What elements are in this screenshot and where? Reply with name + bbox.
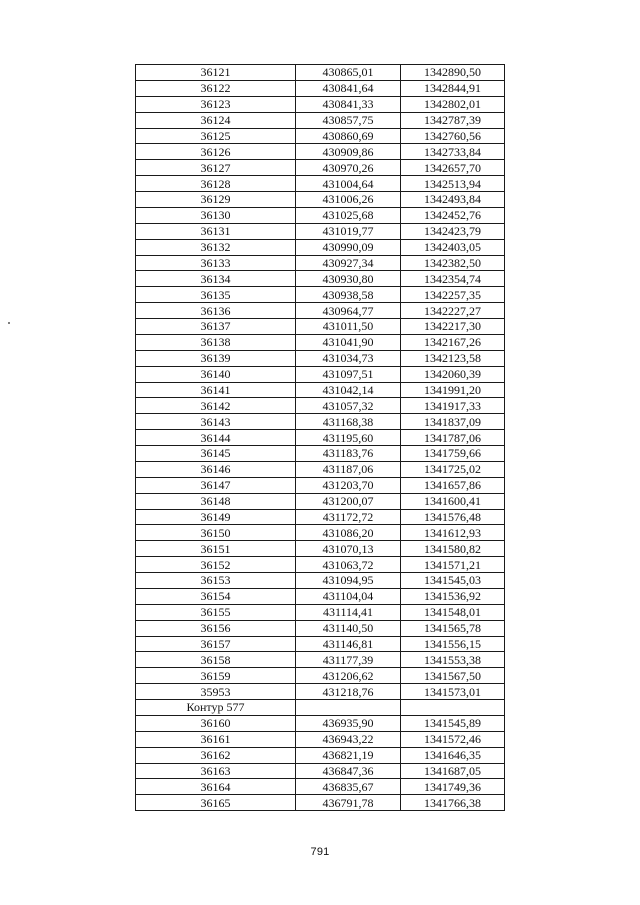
table-row (136, 763, 505, 779)
point-id-cell: 36132 (136, 239, 296, 255)
point-id-cell: 36127 (136, 160, 296, 176)
coordinates-table (135, 64, 505, 811)
table-row (136, 160, 505, 176)
table-row (136, 525, 505, 541)
x-coordinate-cell: 431057,32 (296, 398, 401, 414)
y-coordinate-cell: 1342167,26 (401, 334, 505, 350)
y-coordinate-cell: 1341567,50 (401, 668, 505, 684)
scan-speck (8, 322, 10, 324)
y-coordinate-cell: 1341580,82 (401, 541, 505, 557)
table-row (136, 795, 505, 811)
table-row (136, 65, 505, 81)
point-id-cell: 36126 (136, 144, 296, 160)
x-coordinate-cell: 431063,72 (296, 557, 401, 573)
x-coordinate-cell: 431086,20 (296, 525, 401, 541)
table-row (136, 223, 505, 239)
x-coordinate-cell: 431140,50 (296, 620, 401, 636)
y-coordinate-cell: 1342382,50 (401, 255, 505, 271)
point-id-cell: 36138 (136, 334, 296, 350)
point-id-cell: 36133 (136, 255, 296, 271)
y-coordinate-cell: 1342452,76 (401, 207, 505, 223)
x-coordinate-cell: 430909,86 (296, 144, 401, 160)
table-row (136, 620, 505, 636)
point-id-cell: 36135 (136, 287, 296, 303)
y-coordinate-cell: 1342227,27 (401, 303, 505, 319)
y-coordinate-cell: 1341571,21 (401, 557, 505, 573)
x-coordinate-cell: 430841,64 (296, 80, 401, 96)
x-coordinate-cell: 430964,77 (296, 303, 401, 319)
table-row (136, 255, 505, 271)
x-coordinate-cell: 431019,77 (296, 223, 401, 239)
table-row (136, 430, 505, 446)
table-row (136, 112, 505, 128)
y-coordinate-cell: 1342513,94 (401, 176, 505, 192)
x-coordinate-cell: 431187,06 (296, 461, 401, 477)
point-id-cell: 36122 (136, 80, 296, 96)
table-row (136, 239, 505, 255)
y-coordinate-cell: 1342890,50 (401, 65, 505, 81)
point-id-cell: Контур 577 (136, 700, 296, 716)
x-coordinate-cell: 431114,41 (296, 604, 401, 620)
x-coordinate-cell: 431070,13 (296, 541, 401, 557)
point-id-cell: 36158 (136, 652, 296, 668)
point-id-cell: 36163 (136, 763, 296, 779)
x-coordinate-cell: 431195,60 (296, 430, 401, 446)
table-row (136, 557, 505, 573)
y-coordinate-cell: 1341600,41 (401, 493, 505, 509)
x-coordinate-cell: 430938,58 (296, 287, 401, 303)
y-coordinate-cell: 1341556,15 (401, 636, 505, 652)
point-id-cell: 36124 (136, 112, 296, 128)
table-row (136, 636, 505, 652)
y-coordinate-cell: 1341759,66 (401, 446, 505, 462)
y-coordinate-cell: 1341545,89 (401, 715, 505, 731)
table-row (136, 382, 505, 398)
x-coordinate-cell: 436943,22 (296, 731, 401, 747)
point-id-cell: 36144 (136, 430, 296, 446)
y-coordinate-cell: 1342217,30 (401, 319, 505, 335)
x-coordinate-cell: 431094,95 (296, 573, 401, 589)
x-coordinate-cell: 436847,36 (296, 763, 401, 779)
table-row (136, 715, 505, 731)
x-coordinate-cell: 431218,76 (296, 684, 401, 700)
point-id-cell: 36128 (136, 176, 296, 192)
point-id-cell: 36147 (136, 477, 296, 493)
x-coordinate-cell: 431183,76 (296, 446, 401, 462)
point-id-cell: 36154 (136, 588, 296, 604)
x-coordinate-cell: 431006,26 (296, 192, 401, 208)
x-coordinate-cell: 431168,38 (296, 414, 401, 430)
y-coordinate-cell: 1341548,01 (401, 604, 505, 620)
table-row (136, 446, 505, 462)
y-coordinate-cell: 1341612,93 (401, 525, 505, 541)
table-row (136, 731, 505, 747)
y-coordinate-cell: 1342423,79 (401, 223, 505, 239)
point-id-cell: 36146 (136, 461, 296, 477)
y-coordinate-cell: 1342060,39 (401, 366, 505, 382)
table-row (136, 477, 505, 493)
table-row (136, 588, 505, 604)
page-number: 791 (310, 846, 330, 858)
x-coordinate-cell: 431172,72 (296, 509, 401, 525)
table-row (136, 128, 505, 144)
point-id-cell: 36151 (136, 541, 296, 557)
y-coordinate-cell: 1341749,36 (401, 779, 505, 795)
point-id-cell: 36130 (136, 207, 296, 223)
point-id-cell: 35953 (136, 684, 296, 700)
y-coordinate-cell: 1341553,38 (401, 652, 505, 668)
point-id-cell: 36141 (136, 382, 296, 398)
y-coordinate-cell: 1342257,35 (401, 287, 505, 303)
y-coordinate-cell: 1342787,39 (401, 112, 505, 128)
x-coordinate-cell: 431200,07 (296, 493, 401, 509)
x-coordinate-cell: 436821,19 (296, 747, 401, 763)
y-coordinate-cell: 1341536,92 (401, 588, 505, 604)
x-coordinate-cell: 431025,68 (296, 207, 401, 223)
point-id-cell: 36139 (136, 350, 296, 366)
table-row (136, 398, 505, 414)
y-coordinate-cell: 1341646,35 (401, 747, 505, 763)
point-id-cell: 36150 (136, 525, 296, 541)
point-id-cell: 36145 (136, 446, 296, 462)
table-row (136, 287, 505, 303)
point-id-cell: 36161 (136, 731, 296, 747)
table-row (136, 604, 505, 620)
table-row (136, 350, 505, 366)
table-row (136, 652, 505, 668)
table-row (136, 684, 505, 700)
x-coordinate-cell: 430857,75 (296, 112, 401, 128)
y-coordinate-cell: 1341837,09 (401, 414, 505, 430)
table-row (136, 461, 505, 477)
point-id-cell: 36121 (136, 65, 296, 81)
point-id-cell: 36156 (136, 620, 296, 636)
x-coordinate-cell: 430990,09 (296, 239, 401, 255)
table-row (136, 192, 505, 208)
table-row (136, 334, 505, 350)
y-coordinate-cell: 1342403,05 (401, 239, 505, 255)
y-coordinate-cell: 1341917,33 (401, 398, 505, 414)
table-row (136, 573, 505, 589)
point-id-cell: 36125 (136, 128, 296, 144)
point-id-cell: 36155 (136, 604, 296, 620)
y-coordinate-cell: 1341787,06 (401, 430, 505, 446)
table-row (136, 80, 505, 96)
x-coordinate-cell: 431004,64 (296, 176, 401, 192)
y-coordinate-cell: 1341565,78 (401, 620, 505, 636)
x-coordinate-cell: 430970,26 (296, 160, 401, 176)
point-id-cell: 36123 (136, 96, 296, 112)
x-coordinate-cell: 436791,78 (296, 795, 401, 811)
table-row (136, 541, 505, 557)
coordinates-table-body (136, 65, 505, 811)
point-id-cell: 36131 (136, 223, 296, 239)
point-id-cell: 36164 (136, 779, 296, 795)
table-row (136, 747, 505, 763)
x-coordinate-cell: 430930,80 (296, 271, 401, 287)
x-coordinate-cell: 431042,14 (296, 382, 401, 398)
y-coordinate-cell: 1341576,48 (401, 509, 505, 525)
y-coordinate-cell: 1342657,70 (401, 160, 505, 176)
x-coordinate-cell: 430860,69 (296, 128, 401, 144)
table-row (136, 668, 505, 684)
y-coordinate-cell: 1342123,58 (401, 350, 505, 366)
x-coordinate-cell: 431146,81 (296, 636, 401, 652)
table-row (136, 303, 505, 319)
point-id-cell: 36153 (136, 573, 296, 589)
x-coordinate-cell: 431097,51 (296, 366, 401, 382)
table-row (136, 366, 505, 382)
x-coordinate-cell: 431206,62 (296, 668, 401, 684)
x-coordinate-cell: 430927,34 (296, 255, 401, 271)
point-id-cell: 36159 (136, 668, 296, 684)
y-coordinate-cell: 1341545,03 (401, 573, 505, 589)
x-coordinate-cell: 430841,33 (296, 96, 401, 112)
x-coordinate-cell: 431203,70 (296, 477, 401, 493)
table-row (136, 509, 505, 525)
y-coordinate-cell: 1341725,02 (401, 461, 505, 477)
y-coordinate-cell: 1341687,05 (401, 763, 505, 779)
x-coordinate-cell: 431177,39 (296, 652, 401, 668)
point-id-cell: 36160 (136, 715, 296, 731)
table-row (136, 414, 505, 430)
table-row (136, 779, 505, 795)
y-coordinate-cell: 1342493,84 (401, 192, 505, 208)
table-row (136, 319, 505, 335)
point-id-cell: 36129 (136, 192, 296, 208)
x-coordinate-cell: 431104,04 (296, 588, 401, 604)
point-id-cell: 36165 (136, 795, 296, 811)
y-coordinate-cell: 1342802,01 (401, 96, 505, 112)
x-coordinate-cell: 431011,50 (296, 319, 401, 335)
x-coordinate-cell (296, 700, 401, 716)
point-id-cell: 36143 (136, 414, 296, 430)
y-coordinate-cell: 1341766,38 (401, 795, 505, 811)
y-coordinate-cell: 1341573,01 (401, 684, 505, 700)
y-coordinate-cell: 1342844,91 (401, 80, 505, 96)
x-coordinate-cell: 431041,90 (296, 334, 401, 350)
table-row (136, 493, 505, 509)
y-coordinate-cell: 1341657,86 (401, 477, 505, 493)
point-id-cell: 36142 (136, 398, 296, 414)
point-id-cell: 36137 (136, 319, 296, 335)
table-row (136, 700, 505, 716)
point-id-cell: 36157 (136, 636, 296, 652)
x-coordinate-cell: 436935,90 (296, 715, 401, 731)
point-id-cell: 36152 (136, 557, 296, 573)
y-coordinate-cell (401, 700, 505, 716)
y-coordinate-cell: 1342733,84 (401, 144, 505, 160)
y-coordinate-cell: 1342354,74 (401, 271, 505, 287)
point-id-cell: 36136 (136, 303, 296, 319)
y-coordinate-cell: 1341572,46 (401, 731, 505, 747)
point-id-cell: 36148 (136, 493, 296, 509)
x-coordinate-cell: 436835,67 (296, 779, 401, 795)
table-row (136, 207, 505, 223)
point-id-cell: 36134 (136, 271, 296, 287)
table-row (136, 176, 505, 192)
table-row (136, 144, 505, 160)
point-id-cell: 36140 (136, 366, 296, 382)
x-coordinate-cell: 431034,73 (296, 350, 401, 366)
point-id-cell: 36162 (136, 747, 296, 763)
point-id-cell: 36149 (136, 509, 296, 525)
y-coordinate-cell: 1342760,56 (401, 128, 505, 144)
y-coordinate-cell: 1341991,20 (401, 382, 505, 398)
table-row (136, 271, 505, 287)
table-row (136, 96, 505, 112)
x-coordinate-cell: 430865,01 (296, 65, 401, 81)
